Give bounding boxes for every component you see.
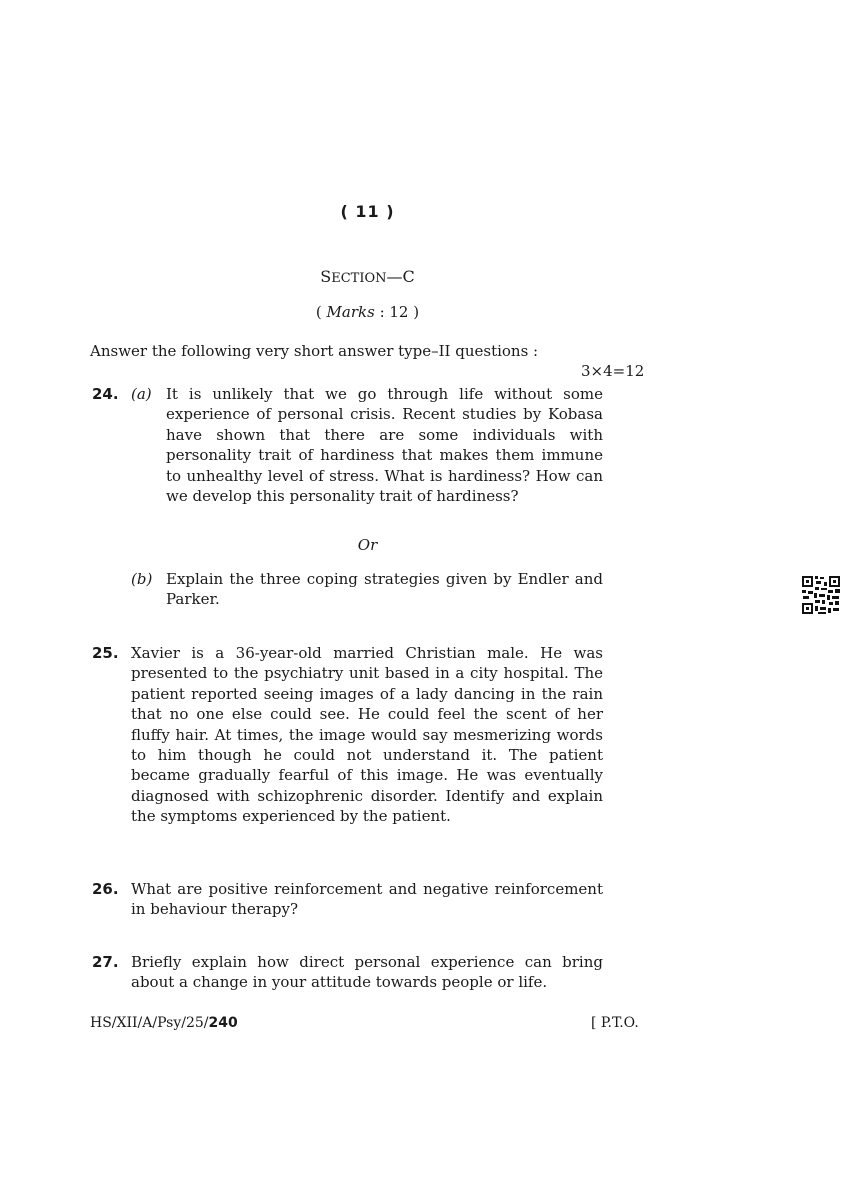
- qr-code-icon: [801, 575, 841, 615]
- question-number-26: 26.: [92, 880, 119, 898]
- question-24a-text: It is unlikely that we go through life without some experience of personal crisis. Recent studies by Kobasa have shown that there are some individuals with personality trait of hardiness that makes them immune to unhealthy level of stress. What is hardiness? How can we develop this personality trait of hardiness?: [166, 385, 603, 506]
- section-heading: [0, 267, 735, 286]
- marks-word: Marks: [326, 303, 375, 321]
- section-prefix-big: S: [320, 267, 332, 286]
- question-number-25: 25.: [92, 644, 119, 662]
- question-number-27: 27.: [92, 953, 119, 971]
- marks-rest: : 12 ): [374, 303, 420, 321]
- section-letter: C: [402, 267, 415, 286]
- question-24b-text: Explain the three coping strategies given by Endler and Parker.: [166, 570, 603, 609]
- section-prefix-small: ECTION: [331, 271, 387, 286]
- question-26-text: What are positive reinforcement and negative reinforcement in behaviour therapy?: [131, 880, 603, 919]
- section-dash: —: [386, 267, 403, 286]
- page-number: ( 11 ): [340, 202, 395, 221]
- question-24a-label: (a): [131, 385, 152, 403]
- question-27-text: Briefly explain how direct personal experience can bring about a change in your attitude towards people or life.: [131, 953, 603, 992]
- paper-code-prefix: HS/XII/A/Psy/25/: [90, 1015, 209, 1031]
- paper-code: [90, 1015, 238, 1031]
- or-separator: Or: [357, 536, 378, 554]
- question-24b-label: (b): [131, 570, 153, 588]
- marks-allocation: 3×4=12: [581, 362, 645, 380]
- question-25-text: Xavier is a 36-year-old married Christian male. He was presented to the psychiatry unit based in a city hospital. The patient reported seeing images of a lady dancing in the rain that no one else could see. He could feel the scent of her fluffy hair. At times, the image would say mesmerizing words to him though he could not understand it. The patient became gradually fearful of this image. He was eventually diagnosed with schizophrenic disorder. Identify and explain the symptoms experienced by the patient.: [131, 644, 603, 826]
- instruction-text: Answer the following very short answer type–II questions :: [90, 342, 539, 360]
- marks-open: (: [315, 303, 327, 321]
- paper-code-number: 240: [208, 1015, 238, 1031]
- section-marks: [0, 303, 735, 321]
- pto-label: [ P.T.O.: [591, 1015, 639, 1031]
- question-number-24: 24.: [92, 385, 119, 403]
